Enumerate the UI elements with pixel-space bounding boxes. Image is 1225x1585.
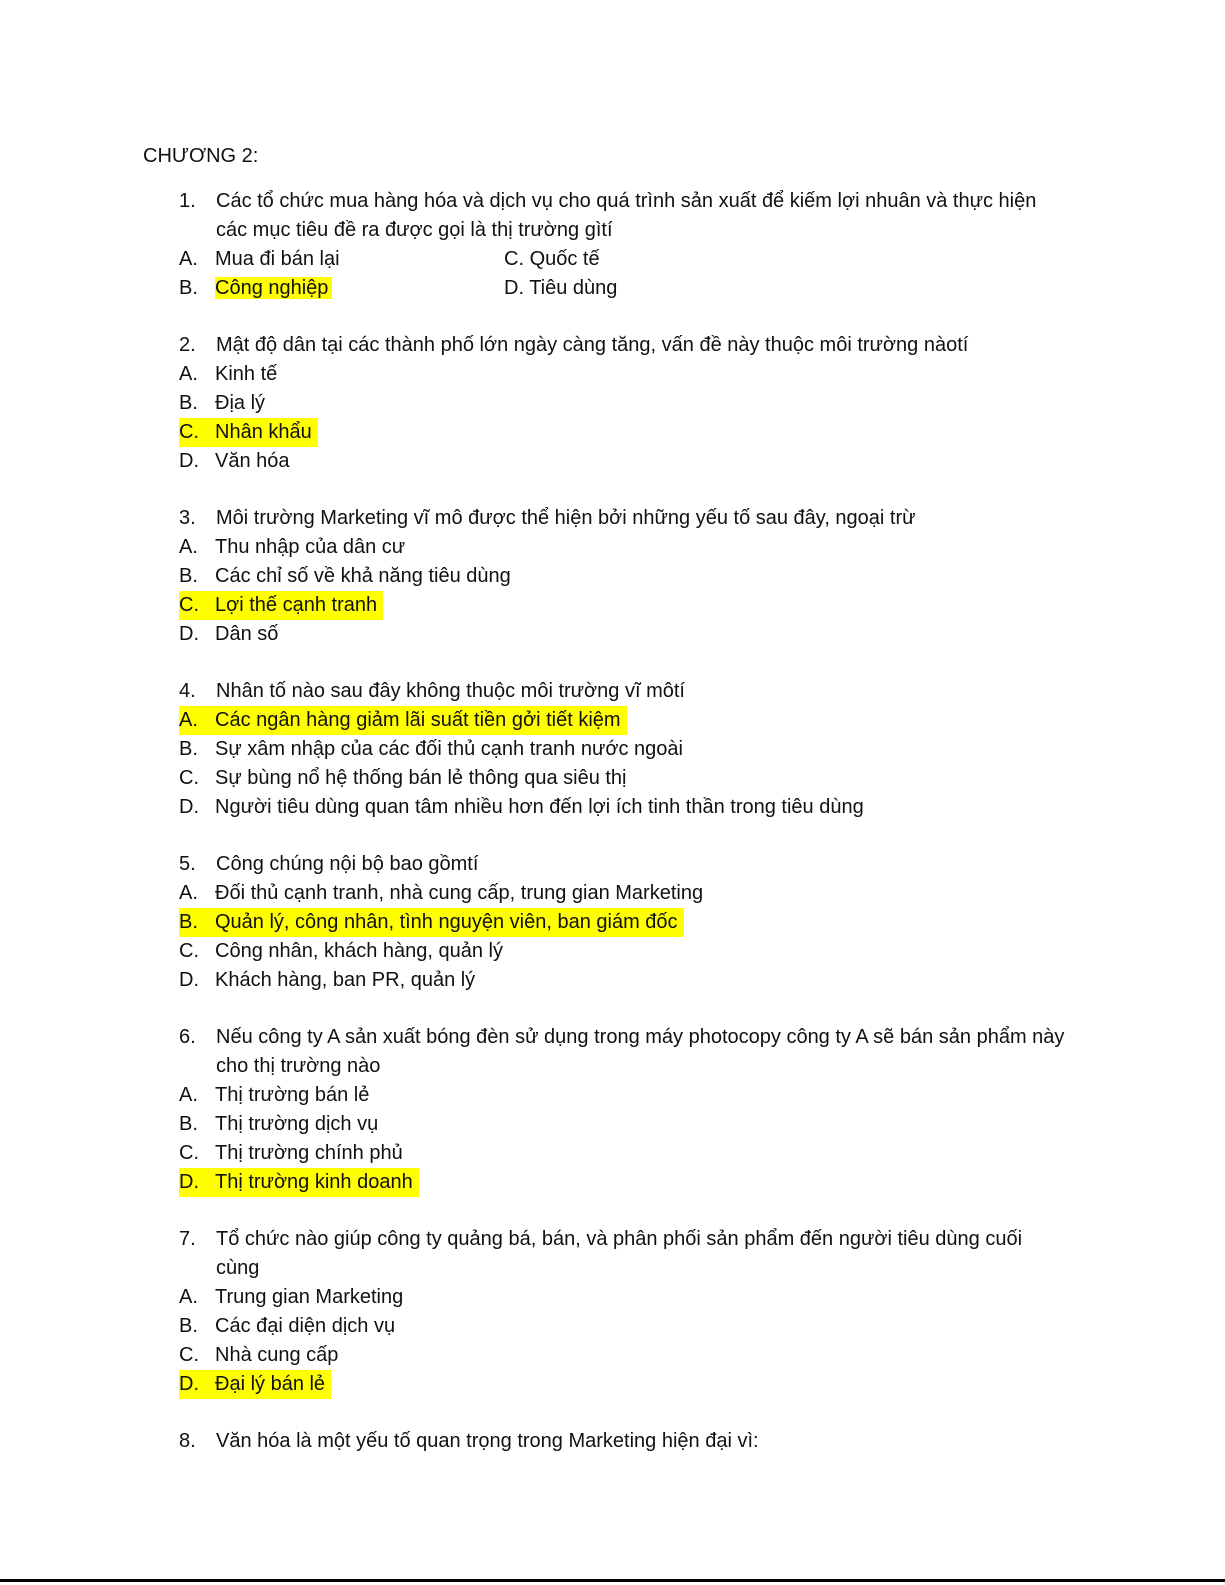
option-letter: A.: [179, 1286, 198, 1308]
option-letter: A.: [179, 709, 198, 731]
option-text: Dân số: [215, 623, 279, 645]
option-text: Khách hàng, ban PR, quản lý: [215, 969, 476, 991]
option-text-highlighted: Đại lý bán lẻ: [215, 1373, 326, 1395]
option-letter: C.: [179, 940, 199, 962]
question-text: Tổ chức nào giúp công ty quảng bá, bán, và phân phối sản phẩm đến người tiêu dùng cuối cùng: [216, 1228, 1023, 1279]
option-c: [0, 1341, 1225, 1370]
option-letter: C.: [179, 594, 199, 616]
question-stem: [0, 504, 1066, 533]
page-bottom-rule: [0, 1579, 1225, 1582]
question-7: [0, 1225, 1225, 1399]
option-letter: A.: [179, 1084, 198, 1106]
question-list: [0, 187, 1225, 1484]
question-8: [0, 1427, 1225, 1456]
question-5: [0, 850, 1225, 995]
option-a: [179, 245, 340, 274]
option-letter: B.: [179, 277, 198, 299]
option-letter: B.: [179, 1113, 198, 1135]
option-c: [0, 764, 1225, 793]
option-text-highlighted: Các ngân hàng giảm lãi suất tiền gởi tiết kiệm: [215, 709, 621, 731]
question-stem: [0, 331, 1066, 360]
option-text: Thị trường chính phủ: [215, 1142, 403, 1164]
question-4: [0, 677, 1225, 822]
question-text: Nhân tố nào sau đây không thuộc môi trường vĩ môtí: [216, 680, 685, 702]
option-text: Công nhân, khách hàng, quản lý: [215, 940, 503, 962]
question-number: 8.: [179, 1430, 196, 1452]
question-stem: [0, 1427, 1066, 1456]
question-stem: [0, 1225, 1066, 1283]
option-d: [504, 274, 617, 303]
question-6: [0, 1023, 1225, 1197]
option-a: [0, 879, 1225, 908]
option-letter: D.: [504, 277, 524, 299]
option-text: Tiêu dùng: [529, 277, 618, 299]
option-d: [0, 620, 1225, 649]
question-text: Mật độ dân tại các thành phố lớn ngày càng tăng, vấn đề này thuộc môi trường nàotí: [216, 334, 969, 356]
option-b: [0, 389, 1225, 418]
option-text: Đối thủ cạnh tranh, nhà cung cấp, trung gian Marketing: [215, 882, 704, 904]
option-letter: D.: [179, 1171, 199, 1193]
option-text-highlighted: Thị trường kinh doanh: [215, 1171, 413, 1193]
option-text: Người tiêu dùng quan tâm nhiều hơn đến lợi ích tinh thần trong tiêu dùng: [215, 796, 864, 818]
option-text-highlighted: Lợi thế cạnh tranh: [215, 594, 378, 616]
option-letter: D.: [179, 969, 199, 991]
option-a: [0, 533, 1225, 562]
option-text: Sự xâm nhập của các đối thủ cạnh tranh nước ngoài: [215, 738, 683, 760]
option-text: Văn hóa: [215, 450, 290, 472]
option-b: [0, 562, 1225, 591]
question-text: Công chúng nội bộ bao gồmtí: [216, 853, 479, 875]
option-a-correct: [0, 706, 1225, 735]
option-text: Địa lý: [215, 392, 266, 414]
option-c: [0, 1139, 1225, 1168]
option-text: Kinh tế: [215, 363, 278, 385]
question-number: 4.: [179, 680, 196, 702]
chapter-title: CHƯƠNG 2:: [143, 145, 259, 167]
option-b: [0, 1110, 1225, 1139]
question-3: [0, 504, 1225, 649]
option-row: [0, 274, 1225, 303]
question-1: [0, 187, 1225, 303]
question-number: 6.: [179, 1026, 196, 1048]
option-letter: C.: [179, 421, 199, 443]
question-stem: [0, 850, 1066, 879]
option-b-correct: [179, 274, 332, 303]
question-2: [0, 331, 1225, 476]
option-c-correct: [0, 591, 1225, 620]
question-text: Môi trường Marketing vĩ mô được thể hiện bởi những yếu tố sau đây, ngoại trừ: [216, 507, 916, 529]
option-text: Mua đi bán lại: [215, 248, 340, 270]
option-text: Thị trường bán lẻ: [215, 1084, 370, 1106]
option-d: [0, 966, 1225, 995]
option-text: Nhà cung cấp: [215, 1344, 339, 1366]
option-text-highlighted: Công nghiệp: [215, 277, 332, 299]
option-b-correct: [0, 908, 1225, 937]
option-a: [0, 360, 1225, 389]
option-text: Các đại diện dịch vụ: [215, 1315, 396, 1337]
option-d-correct: [0, 1168, 1225, 1197]
option-b: [0, 735, 1225, 764]
option-letter: A.: [179, 536, 198, 558]
option-letter: D.: [179, 796, 199, 818]
option-letter: C.: [179, 1344, 199, 1366]
option-letter: D.: [179, 623, 199, 645]
question-stem: [0, 187, 1066, 245]
option-letter: B.: [179, 392, 198, 414]
question-text: Các tổ chức mua hàng hóa và dịch vụ cho quá trình sản xuất để kiếm lợi nhuân và thực hiện các mục tiêu đề ra được gọi là thị trường gìtí: [216, 190, 1037, 241]
option-letter: A.: [179, 882, 198, 904]
option-c: [504, 245, 600, 274]
option-letter: B.: [179, 738, 198, 760]
question-number: 2.: [179, 334, 196, 356]
question-number: 7.: [179, 1228, 196, 1250]
option-c-correct: [0, 418, 1225, 447]
option-letter: B.: [179, 565, 198, 587]
option-a: [0, 1283, 1225, 1312]
question-number: 3.: [179, 507, 196, 529]
option-letter: A.: [179, 248, 198, 270]
question-number: 5.: [179, 853, 196, 875]
option-letter: C.: [179, 1142, 199, 1164]
option-b: [0, 1312, 1225, 1341]
option-letter: B.: [179, 1315, 198, 1337]
question-stem: [0, 677, 1066, 706]
option-letter: B.: [179, 911, 198, 933]
option-d: [0, 447, 1225, 476]
option-text: Quốc tế: [529, 248, 600, 270]
option-a: [0, 1081, 1225, 1110]
question-number: 1.: [179, 190, 196, 212]
option-letter: D.: [179, 450, 199, 472]
option-letter: C.: [504, 248, 524, 270]
question-stem: [0, 1023, 1066, 1081]
option-c: [0, 937, 1225, 966]
question-text: Văn hóa là một yếu tố quan trọng trong Marketing hiện đại vì:: [216, 1430, 759, 1452]
option-d: [0, 793, 1225, 822]
option-text: Sự bùng nổ hệ thống bán lẻ thông qua siêu thị: [215, 767, 627, 789]
option-text: Thị trường dịch vụ: [215, 1113, 379, 1135]
option-letter: A.: [179, 363, 198, 385]
option-text-highlighted: Quản lý, công nhân, tình nguyện viên, ban giám đốc: [215, 911, 678, 933]
option-text-highlighted: Nhân khẩu: [215, 421, 312, 443]
option-text: Các chỉ số về khả năng tiêu dùng: [215, 565, 511, 587]
option-letter: C.: [179, 767, 199, 789]
option-letter: D.: [179, 1373, 199, 1395]
option-text: Thu nhập của dân cư: [215, 536, 406, 558]
option-d-correct: [0, 1370, 1225, 1399]
question-text: Nếu công ty A sản xuất bóng đèn sử dụng trong máy photocopy công ty A sẽ bán sản phẩm này cho thị trường nào: [216, 1026, 1065, 1077]
option-text: Trung gian Marketing: [215, 1286, 404, 1308]
option-row: [0, 245, 1225, 274]
